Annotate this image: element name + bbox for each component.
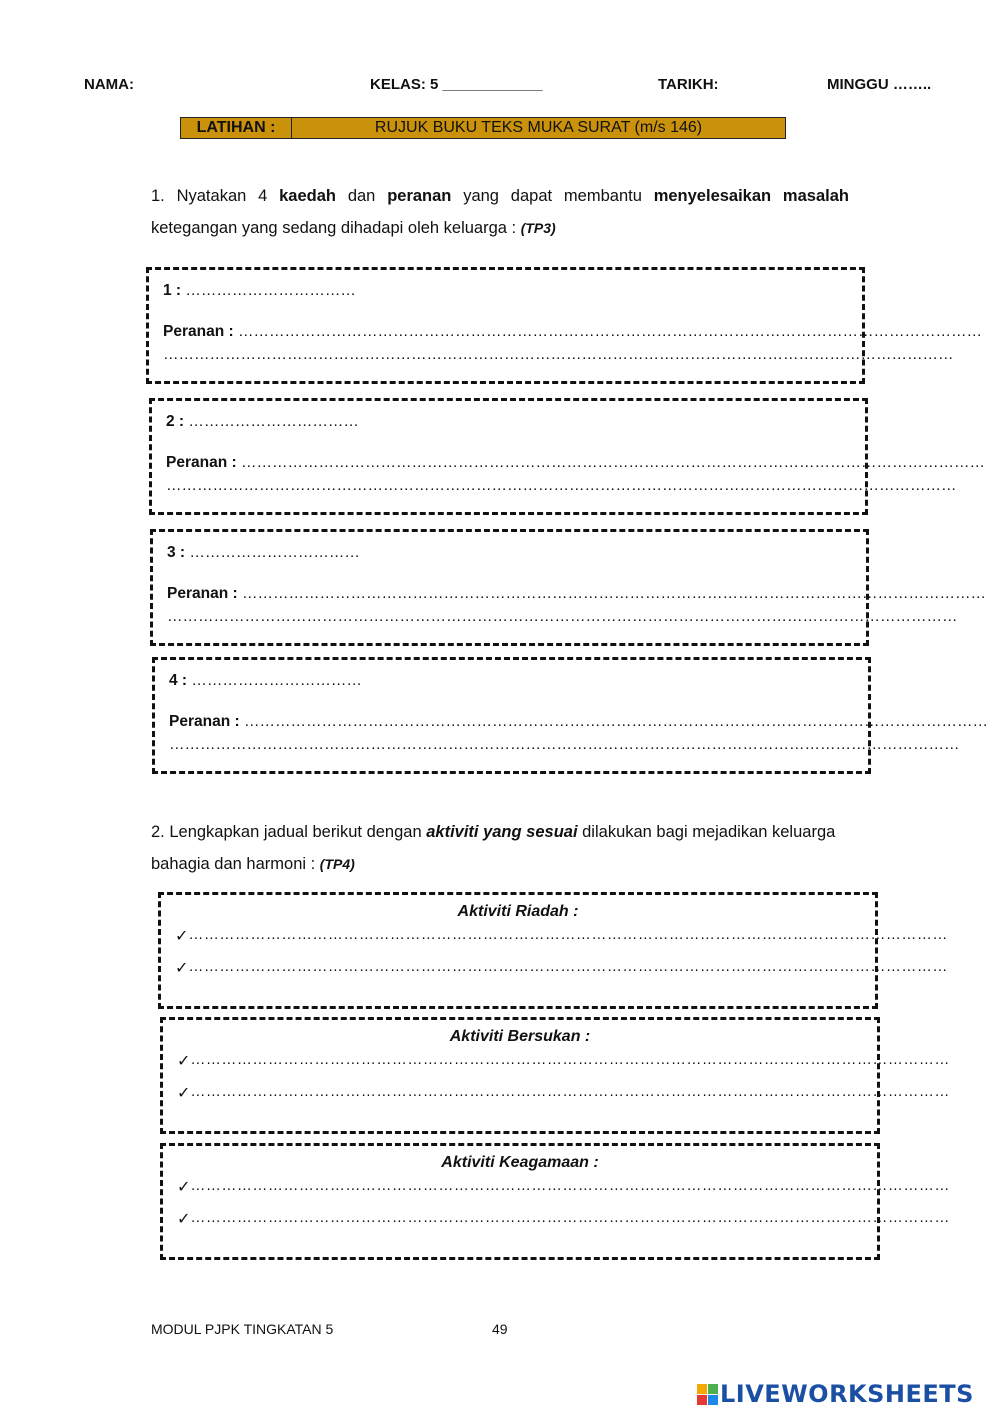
footer-module: MODUL PJPK TINGKATAN 5: [151, 1321, 334, 1337]
peranan-label: Peranan :: [166, 454, 237, 471]
activity-title: Aktiviti Keagamaan :: [441, 1154, 599, 1171]
activity-input[interactable]: …………………………………………………………………………………………………………………………………: [190, 1051, 950, 1068]
q1-text: ketegangan yang sedang dihadapi oleh keluarga :: [151, 219, 521, 237]
latihan-label: LATIHAN :: [181, 118, 292, 138]
question-2: [151, 816, 849, 880]
q1-text: 1. Nyatakan 4: [151, 187, 280, 205]
kaedah-input[interactable]: ……………………………: [185, 282, 356, 299]
peranan-label: Peranan :: [167, 585, 238, 602]
q1-keyword-masalah: menyelesaikan masalah: [653, 187, 849, 205]
answer-number: 1 :: [163, 282, 182, 299]
q1-text: dan: [336, 187, 388, 205]
peranan-input[interactable]: ………………………………………………………………………………………………………………………………: [243, 713, 988, 730]
answer-number: 3 :: [167, 544, 186, 561]
logo-mark-icon: [697, 1384, 718, 1405]
peranan-input-line-2[interactable]: ………………………………………………………………………………………………………………………………………: [163, 346, 954, 363]
answer-number: 2 :: [166, 413, 185, 430]
peranan-input-line-2[interactable]: ………………………………………………………………………………………………………………………………………: [167, 608, 958, 625]
latihan-banner: [180, 117, 786, 139]
q1-tp-tag: (TP3): [520, 220, 556, 236]
activity-input[interactable]: …………………………………………………………………………………………………………………………………: [190, 1209, 950, 1226]
answer-number: 4 :: [169, 672, 188, 689]
activity-box-riadah: [158, 892, 948, 1009]
activity-input[interactable]: …………………………………………………………………………………………………………………………………: [190, 1177, 950, 1194]
q1-keyword-kaedah: kaedah: [279, 187, 336, 205]
logo-text: LIVEWORKSHEETS: [720, 1380, 974, 1408]
activity-input[interactable]: …………………………………………………………………………………………………………………………………: [188, 926, 948, 943]
kaedah-input[interactable]: ……………………………: [188, 413, 359, 430]
activity-input[interactable]: …………………………………………………………………………………………………………………………………: [188, 958, 948, 975]
minggu-label: MINGGU ……..: [827, 76, 932, 93]
peranan-label: Peranan :: [163, 323, 234, 340]
peranan-input[interactable]: ………………………………………………………………………………………………………………………………: [237, 323, 982, 340]
q1-text: yang dapat membantu: [451, 187, 654, 205]
q1-keyword-peranan: peranan: [387, 187, 452, 205]
q2-keyword: aktiviti yang sesuai: [426, 823, 578, 841]
question-1: [151, 180, 849, 244]
q2-tp-tag: (TP4): [319, 856, 355, 872]
activity-box-bersukan: [160, 1017, 950, 1134]
answer-box-1: [146, 267, 982, 384]
checkmark-icon: ✓: [177, 1085, 191, 1102]
kelas-label: KELAS: 5 ____________: [370, 76, 543, 93]
activity-title: Aktiviti Riadah :: [457, 903, 579, 920]
liveworksheets-logo: [697, 1380, 974, 1408]
answer-box-3: [150, 529, 986, 646]
kaedah-input[interactable]: ……………………………: [189, 544, 360, 561]
peranan-input-line-2[interactable]: ………………………………………………………………………………………………………………………………………: [169, 736, 960, 753]
page-number: 49: [492, 1321, 508, 1337]
checkmark-icon: ✓: [177, 1179, 191, 1196]
checkmark-icon: ✓: [177, 1211, 191, 1228]
peranan-input[interactable]: ………………………………………………………………………………………………………………………………: [241, 585, 986, 602]
q2-text: dilakukan bagi mejadikan keluarga bahagia dan harmoni :: [151, 823, 836, 873]
activity-box-keagamaan: [160, 1143, 950, 1260]
checkmark-icon: ✓: [177, 1053, 191, 1070]
peranan-input[interactable]: ………………………………………………………………………………………………………………………………: [240, 454, 985, 471]
q2-text: 2. Lengkapkan jadual berikut dengan: [151, 823, 427, 841]
latihan-instruction: RUJUK BUKU TEKS MUKA SURAT (m/s 146): [374, 119, 703, 136]
checkmark-icon: ✓: [175, 928, 189, 945]
peranan-input-line-2[interactable]: ………………………………………………………………………………………………………………………………………: [166, 477, 957, 494]
kaedah-input[interactable]: ……………………………: [191, 672, 362, 689]
activity-title: Aktiviti Bersukan :: [449, 1028, 591, 1045]
answer-box-2: [149, 398, 985, 515]
answer-box-4: [152, 657, 988, 774]
peranan-label: Peranan :: [169, 713, 240, 730]
tarikh-label: TARIKH:: [658, 76, 719, 93]
nama-label: NAMA:: [84, 76, 134, 93]
checkmark-icon: ✓: [175, 960, 189, 977]
activity-input[interactable]: …………………………………………………………………………………………………………………………………: [190, 1083, 950, 1100]
